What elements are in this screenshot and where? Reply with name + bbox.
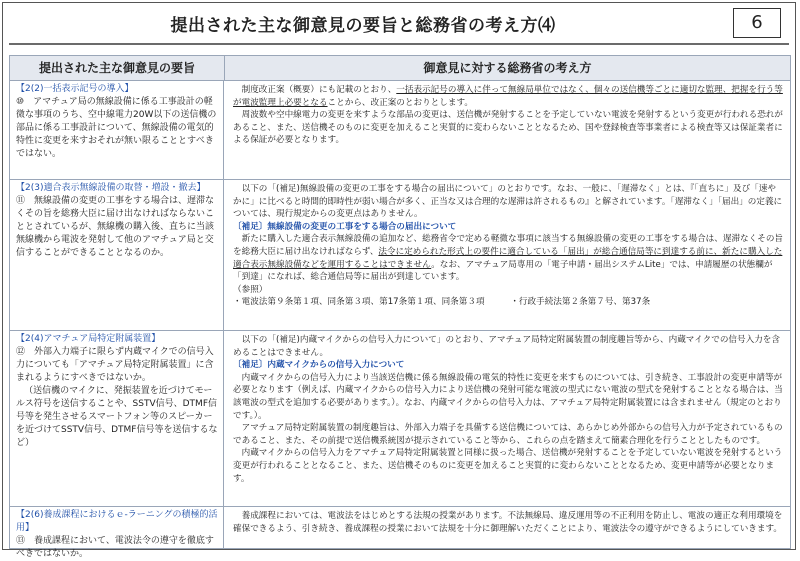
- opinion-cell: [10, 507, 224, 559]
- supplement-paragraph: 新たに購入した適合表示無線設備の追加など、総務省令で定める軽微な事項に該当する無線設備の変更の工事をする場合は、遅滞なくその旨を総務大臣に届け出なければならず、法令に定められた形式上の要件に適合している「届出」が総合通信局等に到達する前に、新たに購入した適合表示無線設備などを運用することはできません。なお、アマチュア局専用の「電子申請・届出システムLite」では、申請履歴の状態欄が「到達」になれば、総合通信局等に届出が到達しています。: [233, 234, 784, 283]
- reference-line: ・電波法第９条第１項、同条第３項、第17条第１項、同条第３項 ・行政手続法第２条第７号、第37条: [233, 297, 651, 308]
- supplement-heading: 〔補足〕無線設備の変更の工事をする場合の届出について: [233, 221, 457, 232]
- table-row-1: [10, 81, 790, 180]
- reply-cell: [225, 331, 790, 506]
- supplement-heading: 〔補足〕内蔵マイクからの信号入力について: [233, 360, 405, 371]
- title-divider: [9, 43, 789, 45]
- slide-frame: [2, 2, 796, 559]
- category-label: 【2(4)アマチュア局特定附属装置】: [16, 334, 161, 344]
- category-label: 【2(2)一括表示記号の導入】: [16, 84, 134, 94]
- reply-cell: [225, 180, 790, 330]
- reply-paragraph: 以下の「(補足)無線設備の変更の工事をする場合の届出について」のとおりです。なお、一般に、「遅滞なく」とは、『「直ちに」及び「速やかに」に比べると時間的即時性が弱い場合が多く、正当な又は合理的な遅滞は許されるもの』と解されています。「遅滞なく」「届出」の定義については、現行規定からの変更点はありません。: [233, 184, 783, 220]
- reference-heading: （参照）: [233, 284, 268, 295]
- header-ministry-view: 御意見に対する総務省の考え方: [225, 56, 790, 81]
- category-label: 【2(6)養成課程におけるｅ-ラーニングの積極的活用】: [16, 510, 218, 533]
- opinion-example: （送信機のマイクに、発振装置を近づけてモールス符号を送信することや、SSTV信号、DTMF信号等を発生させるスマートフォン等のスピーカーを近づけてSSTV信号、DTMF信号等を送信するなど）: [16, 386, 218, 448]
- underlined-text: 法令に定められた形式上の要件に適合している「届出」が総合通信局等に到達する前に、新たに購入した適合表示無線設備などを運用することはできません: [233, 246, 783, 270]
- page-title: 提出された主な御意見の要旨と総務省の考え方⑷: [170, 16, 556, 36]
- page-number: 6: [733, 8, 781, 38]
- supplement-paragraph: 内蔵マイクからの信号入力をアマチュア局特定附属装置と同様に扱った場合、送信機が発射することを予定していない電波を発射するという変更が行われることとなること、また、送信機そのものに変更を加えること実質的に変わらないこととなるため、変更申請等が必要となります。: [233, 448, 783, 484]
- table-row-2: [10, 180, 790, 331]
- reply-paragraph: 周波数や空中線電力の変更を来すような部品の変更は、送信機が発射することを予定していない電波を発射するという変更が行われる恐れがあること、また、送信機そのものに変更を加えること実質的に変わらないこととなるため、国や登録検査等事業者による検査等又は保証業者による保証が必要となります。: [233, 110, 784, 146]
- reply-paragraph: 養成課程においては、電波法をはじめとする法規の授業があります。不法無線局、違反運用等の不正利用を防止し、電波の適正な利用環境を確保できるよう、引き続き、養成課程の授業において法規を十分に御理解いただくことにより、電波法令の遵守ができるようにしていきます。: [233, 511, 783, 534]
- supplement-paragraph: 内蔵マイクからの信号入力により当該送信機に係る無線設備の電気的特性に変更を来すものについては、引き続き、工事設計の変更申請等が必要となります（例えば、内蔵マイクからの信号入力により送信機の発射可能な電波の型式にない電波の型式を発射することとなる場合は、当該電波の型式を追加する必要があります。）。なお、内蔵マイクからの信号入力は、アマチュア局特定附属装置には含まれません（規定のとおりです。）。: [233, 372, 783, 421]
- header-opinion-summary: 提出された主な御意見の要旨: [10, 56, 225, 81]
- opinion-text: ⑫ 外部入力端子に限らず内蔵マイクでの信号入力についても「アマチュア局特定附属装置」に含まれるようにすべきではないか。: [16, 347, 214, 383]
- supplement-paragraph: アマチュア局特定附属装置の制度趣旨は、外部入力端子を具備する送信機については、あらかじめ外部からの信号入力が予定されているものであること、また、その前提で送信機系統図が提示されていること等から、これらの点を踏まえて簡素合理化を行うこととしたものです。: [233, 423, 783, 446]
- reply-cell: [225, 81, 790, 179]
- table-row-3: [10, 331, 790, 507]
- opinion-table: [9, 55, 791, 559]
- opinion-cell: [10, 331, 224, 506]
- reply-cell: [225, 507, 790, 549]
- underlined-text: 一括表示記号の導入に伴って無線局単位ではなく、個々の送信機等ごとに適切な監理、把握を行う等が電波監理上必要となる: [233, 85, 783, 108]
- table-row-4: [10, 507, 790, 559]
- opinion-text: ⑪ 無線設備の変更の工事をする場合は、遅滞なくその旨を総務大臣に届け出なければならないこととされているが、無線機の購入後、直ちに当該無線機から電波を発射して他のアマチュア局と交信することができることとなるのか。: [16, 196, 215, 258]
- reply-paragraph: 制度改正案（概要）にも記載のとおり、一括表示記号の導入に伴って無線局単位ではなく、個々の送信機等ごとに適切な監理、把握を行う等が電波監理上必要となることから、改正案のとおりとします。: [233, 85, 783, 108]
- opinion-text: ⑩ アマチュア局の無線設備に係る工事設計の軽微な事項のうち、空中線電力20W以下の送信機の部品に係る工事設計について、無線設備の電気的特性に変更を来すおそれが無い限ることとすべきではない。: [16, 97, 217, 159]
- opinion-cell: [10, 81, 224, 179]
- opinion-text: ⑬ 養成課程において、電波法令の遵守を徹底すべきではないか。: [16, 536, 214, 559]
- opinion-cell: [10, 180, 224, 330]
- category-label: 【2(3)適合表示無線設備の取替・増設・撤去】: [16, 183, 206, 193]
- reply-paragraph: 以下の「(補足)内蔵マイクからの信号入力について」のとおり、アマチュア局特定附属装置の制度趣旨等から、内蔵マイクでの信号入力を含めることはできません。: [233, 335, 780, 358]
